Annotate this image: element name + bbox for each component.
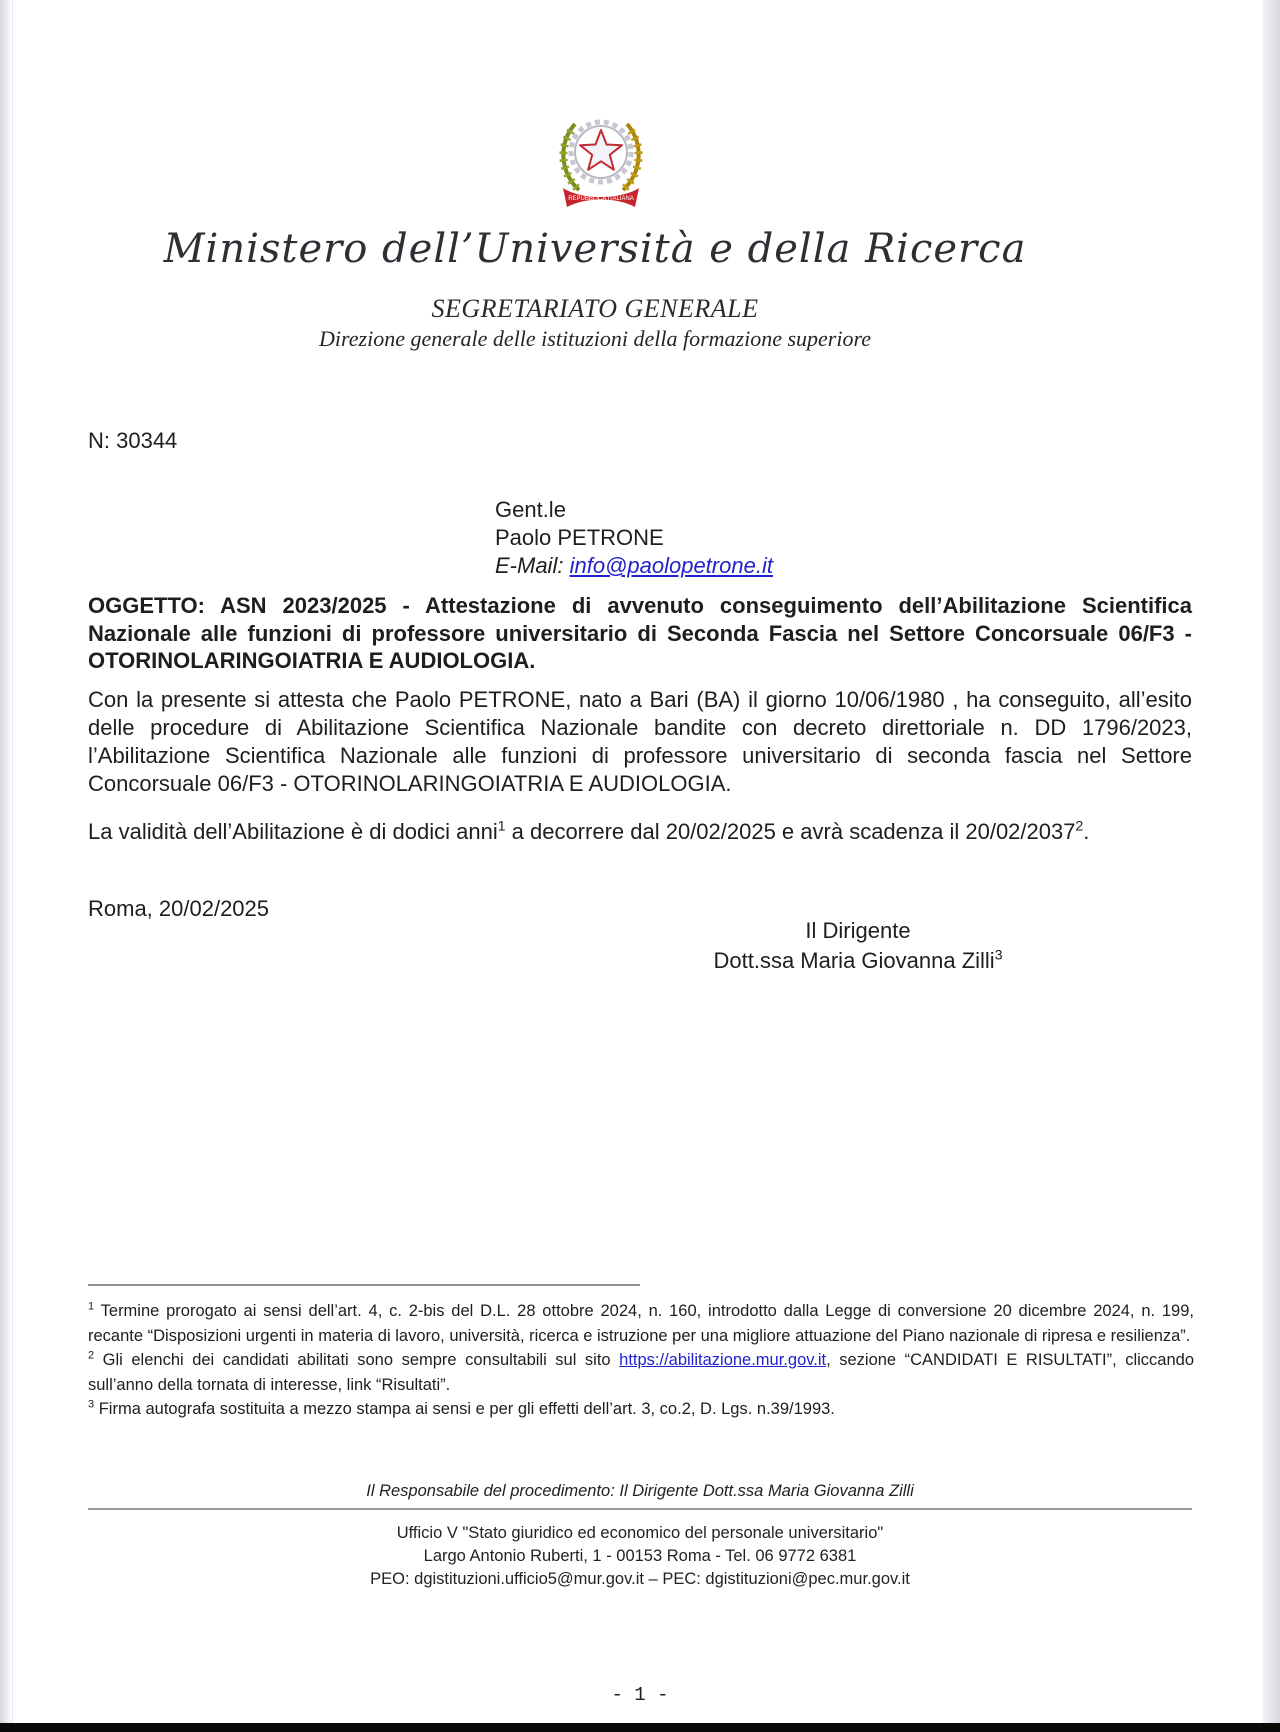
footnote-2-marker: 2	[88, 1349, 95, 1362]
footnote-2	[88, 1348, 1194, 1397]
signer-name-line	[658, 946, 1058, 976]
ministry-title: Ministero dell’Università e della Ricerca	[163, 226, 1027, 272]
footnote-3	[88, 1397, 1194, 1422]
emblem-ribbon-text: REPUBBLICA ITALIANA	[568, 196, 634, 202]
recipient-email-link[interactable]: info@paolopetrone.it	[569, 553, 773, 578]
recipient-email-line	[495, 552, 773, 580]
footer-office: Ufficio V "Stato giuridico ed economico del personale universitario"	[396, 1524, 884, 1542]
email-label: E-Mail:	[495, 553, 564, 578]
directorate-subtitle: Direzione generale delle istituzioni della formazione superiore	[319, 326, 871, 351]
recipient-name: Paolo PETRONE	[495, 525, 664, 550]
secretariat-general-subtitle: SEGRETARIATO GENERALE	[431, 294, 759, 323]
footnote-2-text: Gli elenchi dei candidati abilitati sono sempre consultabili sul sito	[102, 1351, 620, 1369]
validity-text-1: La validità dell’Abilitazione è di dodici anni	[88, 819, 498, 844]
validity-text-end: .	[1083, 819, 1090, 844]
page-number: - 1 -	[611, 1684, 669, 1706]
page-edge-bottom	[0, 1723, 1280, 1732]
body-paragraph: Con la presente si attesta che Paolo PETRONE, nato a Bari (BA) il giorno 10/06/1980 , ha conseguito, all’esito delle procedure di Abilitazione Scientifica Nazionale bandite con decreto direttoriale n. DD 1796/2023, l’Abilitazione Scientifica Nazionale alle funzioni di professore universitario di seconda fascia nel Settore Concorsuale 06/F3 - OTORINOLARINGOIATRIA E AUDIOLOGIA.	[88, 687, 1192, 796]
footnote-1-marker: 1	[88, 1300, 95, 1313]
footer-contacts: PEO: dgistituzioni.ufficio5@mur.gov.it – PEC: dgistituzioni@pec.mur.gov.it	[370, 1570, 910, 1588]
footnote-ref-2: 2	[1075, 817, 1084, 834]
italian-republic-emblem-icon	[541, 104, 661, 221]
signer-role: Il Dirigente	[805, 918, 911, 943]
footnote-ref-1: 1	[497, 817, 506, 834]
footer-address: Largo Antonio Ruberti, 1 - 00153 Roma - Tel. 06 9772 6381	[423, 1547, 857, 1565]
page-edge-right	[1263, 0, 1280, 1732]
signature-block	[658, 916, 1058, 976]
subject-paragraph: OGGETTO: ASN 2023/2025 - Attestazione di avvenuto conseguimento dell’Abilitazione Scientifica Nazionale alle funzioni di professore universitario di Seconda Fascia nel Settore Concorsuale 06/F3 - OTORINOLARINGOIATRIA E AUDIOLOGIA.	[88, 593, 1192, 673]
footnote-1	[88, 1299, 1194, 1348]
protocol-number: N: 30344	[88, 428, 178, 453]
footnote-separator-line	[88, 1284, 640, 1286]
footnotes-section	[88, 1299, 1194, 1422]
footnote-1-text: Termine prorogato ai sensi dell’art. 4, c. 2-bis del D.L. 28 ottobre 2024, n. 160, introdotto dalla Legge di conversione 20 dicembre 2024, n. 199, recante “Disposizioni urgenti in materia di lavoro, università, ricerca e istruzione per una migliore attuazione del Piano nazionale di ripresa e resilienza”.	[88, 1302, 1194, 1345]
responsible-line: Il Responsabile del procedimento: Il Dirigente Dott.ssa Maria Giovanna Zilli	[366, 1482, 914, 1500]
footer-block	[0, 1522, 1280, 1591]
recipient-block	[495, 496, 773, 580]
footnote-ref-3: 3	[994, 946, 1003, 963]
dateline: Roma, 20/02/2025	[88, 896, 270, 921]
footnote-3-marker: 3	[88, 1398, 95, 1411]
footnote-2-text-after: , sezione “CANDIDATI E RISULTATI”, cliccando sull’anno della tornata di interesse, link “Risultati”.	[88, 1351, 1194, 1394]
validity-paragraph	[88, 816, 1192, 848]
signer-name: Dott.ssa Maria Giovanna Zilli	[713, 948, 995, 973]
footer-separator-line	[88, 1508, 1192, 1510]
footnote-2-link[interactable]: https://abilitazione.mur.gov.it	[619, 1351, 827, 1369]
footnote-3-text: Firma autografa sostituita a mezzo stampa ai sensi e per gli effetti dell’art. 3, co.2, D. Lgs. n.39/1993.	[98, 1400, 835, 1418]
recipient-salutation: Gent.le	[495, 497, 566, 522]
validity-text-2: a decorrere dal 20/02/2025 e avrà scadenza il 20/02/2037	[505, 819, 1076, 844]
